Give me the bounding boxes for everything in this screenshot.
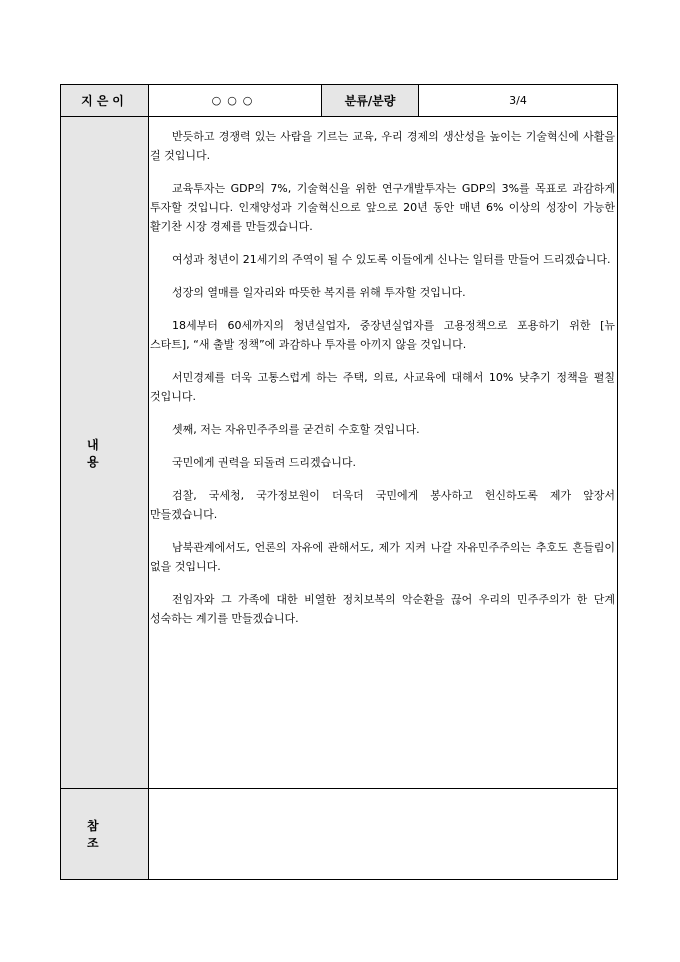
content-label: 내용 <box>61 117 148 788</box>
category-value: 3/4 <box>509 94 527 107</box>
document-table <box>60 84 618 880</box>
column-divider <box>148 85 149 879</box>
content-paragraph: 성장의 열매를 일자리와 따뜻한 복지를 위해 투자할 것입니다. <box>172 286 466 299</box>
content-paragraph: 18세부터 60세까지의 청년실업자, 중장년실업자를 고용정책으로 포용하기 위한 [뉴 스타트], “새 출발 정책”에 과감하나 투자를 아끼지 않을 것입니다. <box>150 319 615 351</box>
content-paragraph: 검찰, 국세청, 국가정보원이 더욱더 국민에게 봉사하고 헌신하도록 제가 앞장서 만들겠습니다. <box>150 489 615 521</box>
content-paragraph: 국민에게 권력을 되돌려 드리겠습니다. <box>172 456 357 469</box>
content-paragraph: 서민경제를 더욱 고통스럽게 하는 주택, 의료, 사교육에 대해서 10% 낮추기 정책을 펼칠 것입니다. <box>150 371 615 403</box>
row-divider <box>61 788 617 789</box>
category-label: 분류/분량 <box>322 85 418 116</box>
content-paragraph: 남북관계에서도, 언론의 자유에 관해서도, 제가 지켜 나갈 자유민주주의는 추호도 흔들림이 없을 것입니다. <box>150 541 615 573</box>
row-divider <box>61 116 617 117</box>
column-divider <box>321 85 322 116</box>
reference-label: 참조 <box>61 789 148 879</box>
content-paragraph: 전임자와 그 가족에 대한 비열한 정치보복의 악순환을 끊어 우리의 민주주의가 한 단계 성숙하는 계기를 만들겠습니다. <box>150 593 615 625</box>
content-body <box>149 117 617 788</box>
content-paragraph: 교육투자는 GDP의 7%, 기술혁신을 위한 연구개발투자는 GDP의 3%를 목표로 과감하게 투자할 것입니다. 인재양성과 기술혁신으로 앞으로 20년 동안 매년 6% 이상의 성장이 가능한 활기찬 시장 경제를 만들겠습니다. <box>150 182 615 233</box>
column-divider <box>418 85 419 116</box>
content-paragraph: 반듯하고 경쟁력 있는 사람을 기르는 교육, 우리 경제의 생산성을 높이는 기술혁신에 사활을 걸 것입니다. <box>150 130 615 162</box>
content-paragraph: 여성과 청년이 21세기의 주역이 될 수 있도록 이들에게 신나는 일터를 만들어 드리겠습니다. <box>172 253 611 266</box>
content-paragraph: 셋째, 저는 자유민주주의를 굳건히 수호할 것입니다. <box>172 423 420 436</box>
author-value: ○○○ <box>211 94 259 107</box>
reference-body <box>149 789 617 879</box>
author-label: 지은이 <box>61 85 148 116</box>
